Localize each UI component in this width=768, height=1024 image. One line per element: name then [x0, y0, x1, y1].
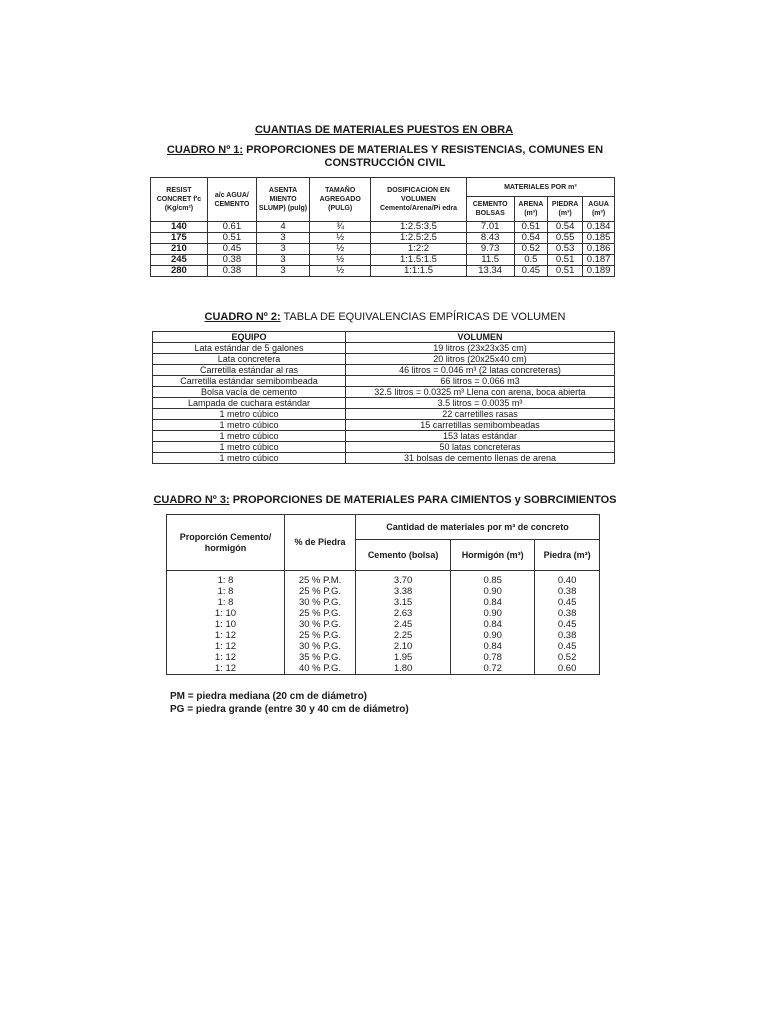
note-pm: PM = piedra mediana (20 cm de diámetro): [170, 691, 368, 702]
table-row: [167, 571, 600, 587]
table-cell: 2.45: [356, 619, 451, 630]
table-row: [153, 365, 615, 376]
note-pg: PG = piedra grande (entre 30 y 40 cm de diámetro): [170, 704, 409, 715]
table-cell: 0.38: [535, 608, 600, 619]
col-cemento-bolsa: Cemento (bolsa): [356, 540, 451, 571]
col-agua: AGUA (m³): [583, 197, 615, 222]
table-cell: 22 carretilles rasas: [346, 409, 615, 420]
table-cell: 245: [151, 255, 208, 266]
cuadro3-table: [166, 514, 600, 675]
table-cell: 30 % P.G.: [285, 619, 356, 630]
table-cell: 140: [151, 222, 208, 233]
table-cell: 0.40: [535, 571, 600, 587]
cuadro2-table: [152, 331, 615, 464]
table-row: [167, 641, 600, 652]
table-cell: 0.45: [207, 244, 256, 255]
table-row: [167, 619, 600, 630]
table-cell: 1: 12: [167, 652, 285, 663]
table-cell: 0.84: [451, 619, 535, 630]
cuadro1-title: PROPORCIONES DE MATERIALES Y RESISTENCIAS, COMUNES EN CONSTRUCCIÓN CIVIL: [246, 144, 604, 169]
table-cell: 0.90: [451, 630, 535, 641]
table-row: [167, 652, 600, 663]
table-cell: 0.189: [583, 266, 615, 277]
table-cell: 1:1.5:1.5: [371, 255, 467, 266]
col-cemento: CEMENTO BOLSAS: [466, 197, 514, 222]
table-cell: 0.51: [548, 255, 583, 266]
table-cell: 0.78: [451, 652, 535, 663]
table-row: [153, 387, 615, 398]
table-cell: 13.34: [466, 266, 514, 277]
table-cell: 0.52: [535, 652, 600, 663]
cuadro3-label: CUADRO Nº 3:: [153, 494, 230, 506]
table-cell: 1: 12: [167, 663, 285, 675]
table-cell: 3.70: [356, 571, 451, 587]
table-cell: 1 metro cúbico: [153, 409, 346, 420]
table-cell: 30 % P.G.: [285, 641, 356, 652]
table-row: [167, 630, 600, 641]
document-title: CUANTIAS DE MATERIALES PUESTOS EN OBRA: [254, 124, 514, 136]
table-cell: 0.55: [548, 233, 583, 244]
table-cell: 1: 12: [167, 641, 285, 652]
table-cell: 11.5: [466, 255, 514, 266]
table-cell: 153 latas estándar: [346, 431, 615, 442]
table-cell: 25 % P.G.: [285, 586, 356, 597]
table-cell: 9.73: [466, 244, 514, 255]
table-cell: 50 latas concreteras: [346, 442, 615, 453]
table-cell: 66 litros = 0.066 m3: [346, 376, 615, 387]
table-cell: 1:2.5:2.5: [371, 233, 467, 244]
table-cell: 0.54: [514, 233, 548, 244]
table-cell: Carretilla estándar semibombeada: [153, 376, 346, 387]
table-cell: 3.38: [356, 586, 451, 597]
table-cell: 1.80: [356, 663, 451, 675]
col-materiales: MATERIALES POR m³: [466, 178, 614, 197]
table-row: [153, 409, 615, 420]
table-cell: 1: 12: [167, 630, 285, 641]
table-row: [151, 244, 615, 255]
table-cell: 1.95: [356, 652, 451, 663]
table-cell: 0.84: [451, 597, 535, 608]
col-piedra-m3: Piedra (m³): [535, 540, 600, 571]
table-cell: 0.60: [535, 663, 600, 675]
table-cell: 0.85: [451, 571, 535, 587]
table-cell: 175: [151, 233, 208, 244]
table-cell: 0.90: [451, 586, 535, 597]
table-cell: 25 % P.M.: [285, 571, 356, 587]
table-cell: 1:2.5:3.5: [371, 222, 467, 233]
table-cell: Lata estándar de 5 galones: [153, 343, 346, 354]
table-row: [153, 453, 615, 464]
table-cell: 8.43: [466, 233, 514, 244]
col-piedra-pct: % de Piedra: [285, 515, 356, 571]
table-cell: 0.45: [514, 266, 548, 277]
cuadro3-heading: [140, 494, 630, 506]
table-cell: 1: 10: [167, 619, 285, 630]
col-proporcion: Proporción Cemento/ hormigón: [167, 515, 285, 571]
table-cell: ½: [310, 233, 371, 244]
table-cell: 1:2:2: [371, 244, 467, 255]
table-row: [153, 442, 615, 453]
table-cell: 19 litros (23x23x35 cm): [346, 343, 615, 354]
table-row: [167, 608, 600, 619]
table-cell: 3: [256, 244, 309, 255]
table-row: [153, 431, 615, 442]
table-cell: Carretilla estándar al ras: [153, 365, 346, 376]
cuadro2-label: CUADRO Nº 2:: [204, 311, 281, 323]
table-cell: 0.52: [514, 244, 548, 255]
table-cell: 1: 10: [167, 608, 285, 619]
col-piedra: PIEDRA (m³): [548, 197, 583, 222]
table-cell: ½: [310, 244, 371, 255]
table-cell: 40 % P.G.: [285, 663, 356, 675]
col-hormigon: Hormigón (m³): [451, 540, 535, 571]
col-ac: a/c AGUA/ CEMENTO: [207, 178, 256, 222]
table-cell: ¾: [310, 222, 371, 233]
table-cell: 35 % P.G.: [285, 652, 356, 663]
table-cell: 1:1:1.5: [371, 266, 467, 277]
table-cell: 0.45: [535, 597, 600, 608]
table-row: [151, 266, 615, 277]
table-cell: 0.54: [548, 222, 583, 233]
table-cell: 1 metro cúbico: [153, 453, 346, 464]
table-cell: 1: 8: [167, 571, 285, 587]
table-cell: 3.5 litros = 0.0035 m³: [346, 398, 615, 409]
table-cell: 0.45: [535, 641, 600, 652]
table-cell: 0.90: [451, 608, 535, 619]
table-cell: 25 % P.G.: [285, 630, 356, 641]
table-cell: 0.5: [514, 255, 548, 266]
table-row: [151, 255, 615, 266]
table-cell: 31 bolsas de cemento llenas de arena: [346, 453, 615, 464]
table-cell: 20 litros (20x25x40 cm): [346, 354, 615, 365]
col-volumen: VOLUMEN: [346, 332, 615, 343]
table-cell: 0.53: [548, 244, 583, 255]
table-cell: 0.186: [583, 244, 615, 255]
table-cell: 210: [151, 244, 208, 255]
table-cell: 1: 8: [167, 597, 285, 608]
table-cell: 0.84: [451, 641, 535, 652]
table-cell: 32.5 litros = 0.0325 m³ Llena con arena, boca abierta: [346, 387, 615, 398]
table-cell: 0.38: [207, 255, 256, 266]
table-cell: 0.51: [207, 233, 256, 244]
table-cell: 1: 8: [167, 586, 285, 597]
cuadro1-heading: [140, 144, 630, 170]
table-cell: 1 metro cúbico: [153, 442, 346, 453]
table-cell: 1 metro cúbico: [153, 431, 346, 442]
table-cell: 3: [256, 255, 309, 266]
table-cell: 3: [256, 266, 309, 277]
col-equipo: EQUIPO: [153, 332, 346, 343]
table-cell: Lampada de cuchara estándar: [153, 398, 346, 409]
table-row: [153, 420, 615, 431]
col-tamano: TAMAÑO AGREGADO (PULG): [310, 178, 371, 222]
table-cell: 46 litros = 0.046 m³ (2 latas concreteras): [346, 365, 615, 376]
table-cell: 2.63: [356, 608, 451, 619]
table-cell: 30 % P.G.: [285, 597, 356, 608]
cuadro1-label: CUADRO Nº 1:: [166, 144, 244, 156]
table-cell: 0.61: [207, 222, 256, 233]
cuadro1-table: [150, 177, 615, 277]
cuadro2-title: TABLA DE EQUIVALENCIAS EMPÍRICAS DE VOLUMEN: [283, 311, 566, 323]
table-cell: 2.25: [356, 630, 451, 641]
table-cell: 4: [256, 222, 309, 233]
table-cell: 0.45: [535, 619, 600, 630]
table-cell: 3.15: [356, 597, 451, 608]
table-cell: 0.51: [514, 222, 548, 233]
col-cantidad: Cantidad de materiales por m³ de concreto: [356, 515, 600, 540]
col-arena: ARENA (m³): [514, 197, 548, 222]
table-cell: 1 metro cúbico: [153, 420, 346, 431]
table-row: [153, 343, 615, 354]
col-resist: RESIST CONCRET f'c (Kg/cm²): [151, 178, 208, 222]
table-cell: 7.01: [466, 222, 514, 233]
table-row: [153, 354, 615, 365]
table-row: [153, 376, 615, 387]
table-cell: Bolsa vacía de cemento: [153, 387, 346, 398]
notes: [170, 690, 409, 716]
table-cell: ½: [310, 266, 371, 277]
table-row: [151, 233, 615, 244]
table-row: [153, 398, 615, 409]
col-dosificacion: DOSIFICACION EN VOLUMEN Cemento/Arena/Pi edra: [371, 178, 467, 222]
table-cell: ½: [310, 255, 371, 266]
table-cell: 280: [151, 266, 208, 277]
table-row: [167, 597, 600, 608]
cuadro3-title: PROPORCIONES DE MATERIALES PARA CIMIENTOS y SOBRCIMIENTOS: [232, 494, 617, 506]
table-cell: 25 % P.G.: [285, 608, 356, 619]
table-cell: Lata concretera: [153, 354, 346, 365]
table-cell: 0.184: [583, 222, 615, 233]
table-cell: 2.10: [356, 641, 451, 652]
table-row: [167, 663, 600, 675]
col-asentamiento: ASENTA MIENTO SLUMP) (pulg): [256, 178, 309, 222]
table-cell: 0.38: [535, 630, 600, 641]
table-cell: 15 carretillas semibombeadas: [346, 420, 615, 431]
table-cell: 3: [256, 233, 309, 244]
table-cell: 0.185: [583, 233, 615, 244]
table-row: [151, 222, 615, 233]
table-cell: 0.187: [583, 255, 615, 266]
table-row: [167, 586, 600, 597]
table-cell: 0.38: [535, 586, 600, 597]
table-cell: 0.72: [451, 663, 535, 675]
table-cell: 0.38: [207, 266, 256, 277]
table-cell: 0.51: [548, 266, 583, 277]
cuadro2-heading: [150, 311, 620, 323]
